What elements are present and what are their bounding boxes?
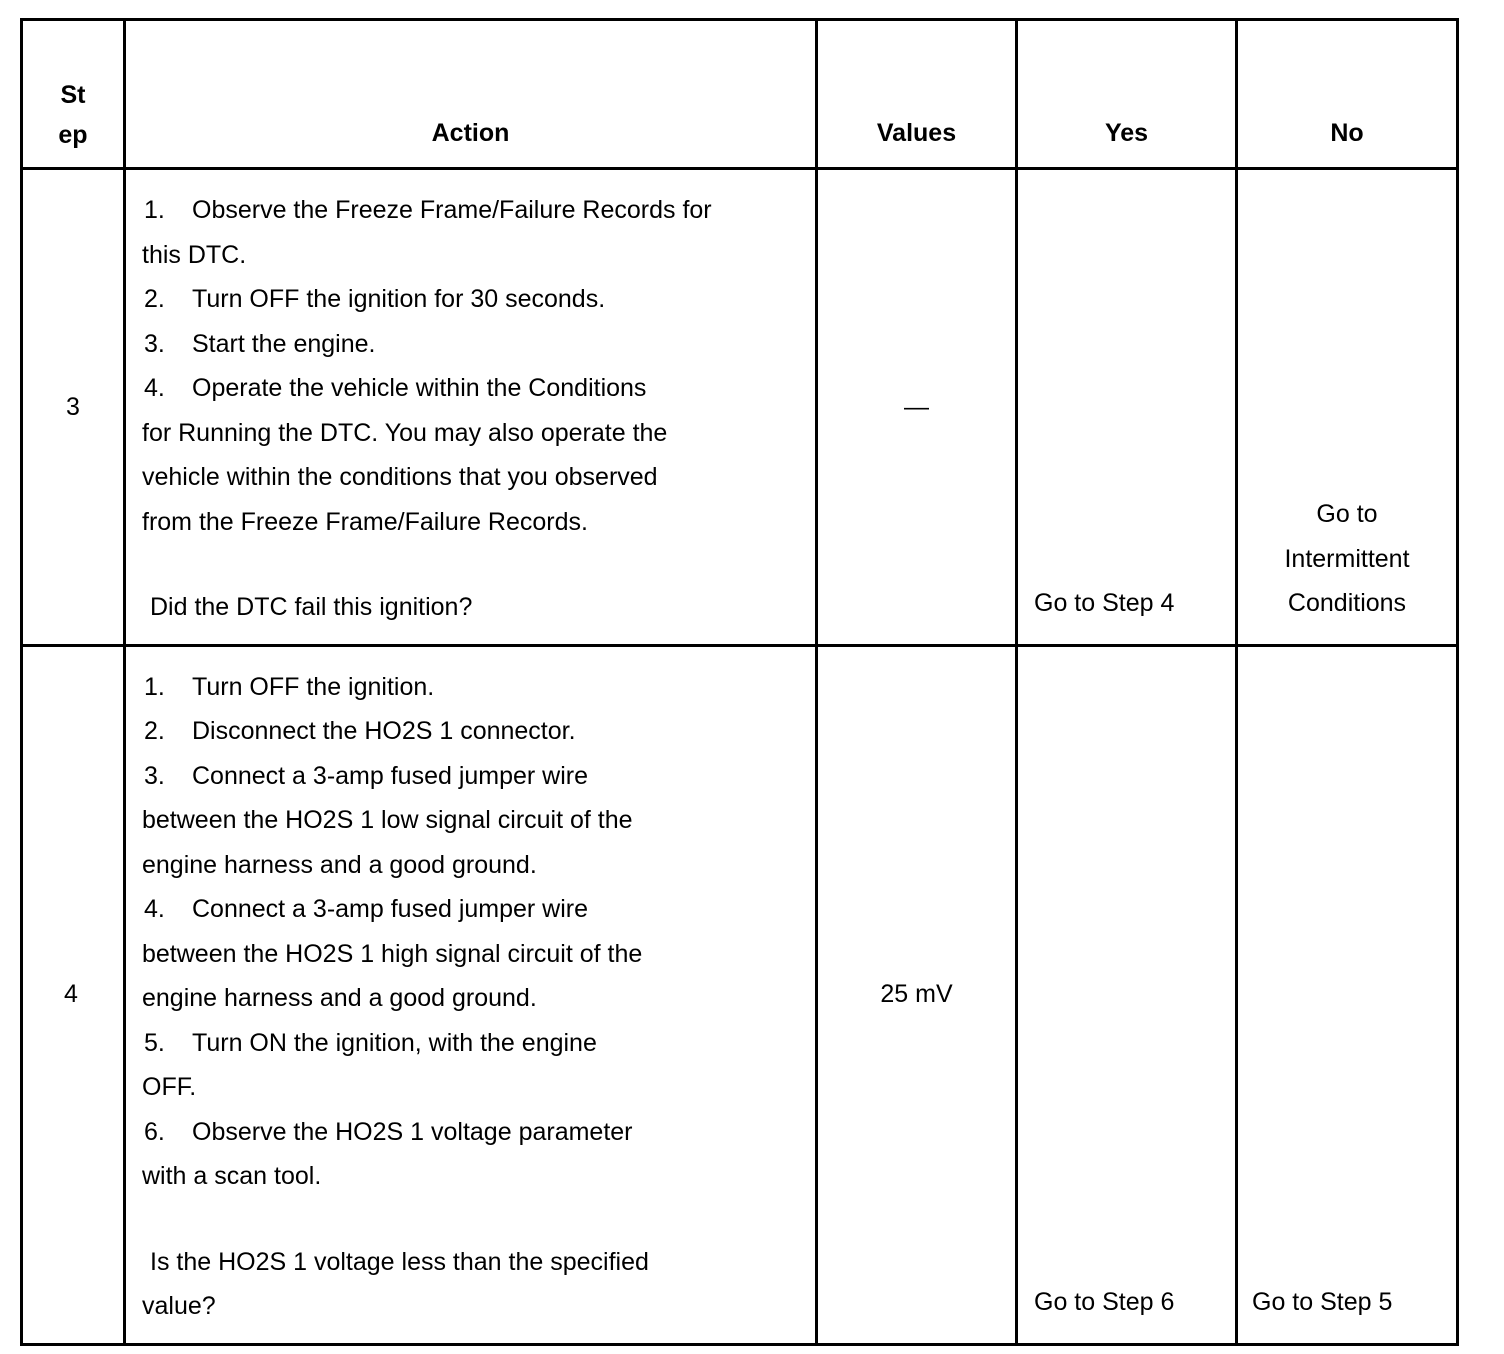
table-row bbox=[22, 645, 1458, 1344]
no-column-header bbox=[1237, 20, 1458, 169]
value-text: — bbox=[904, 392, 929, 421]
action-item bbox=[142, 709, 805, 754]
action-text: Start the engine. bbox=[192, 329, 376, 358]
table-row bbox=[22, 169, 1458, 646]
step-header-line1: St bbox=[60, 81, 86, 109]
step-number-cell bbox=[22, 169, 125, 646]
action-continuation: vehicle within the conditions that you observed bbox=[142, 463, 658, 491]
action-cell bbox=[125, 169, 817, 646]
step-number: 3 bbox=[66, 392, 80, 421]
action-number: 2. bbox=[144, 717, 165, 745]
action-text: Connect a 3-amp fused jumper wire bbox=[192, 761, 589, 790]
no-header-label: No bbox=[1330, 118, 1364, 147]
action-number: 1. bbox=[144, 196, 165, 224]
action-continuation: between the HO2S 1 low signal circuit of the bbox=[142, 806, 633, 834]
no-text-line: Intermittent bbox=[1284, 544, 1410, 573]
no-text: Go to Step 5 bbox=[1252, 1288, 1393, 1316]
no-text-line: Conditions bbox=[1287, 589, 1407, 617]
yes-cell bbox=[1017, 645, 1237, 1344]
action-number: 3. bbox=[144, 329, 165, 358]
step-column-header bbox=[22, 20, 125, 169]
action-text: Connect a 3-amp fused jumper wire bbox=[192, 895, 589, 923]
action-continuation: between the HO2S 1 high signal circuit of the bbox=[142, 939, 643, 968]
action-number: 3. bbox=[144, 761, 165, 790]
action-item bbox=[142, 754, 805, 799]
action-continuation: engine harness and a good ground. bbox=[142, 984, 537, 1012]
values-column-header bbox=[817, 20, 1017, 169]
action-text: Observe the HO2S 1 voltage parameter bbox=[192, 1117, 633, 1146]
step-number: 4 bbox=[64, 980, 78, 1009]
action-text: Turn OFF the ignition. bbox=[192, 672, 435, 701]
yes-column-header bbox=[1017, 20, 1237, 169]
no-cell bbox=[1237, 645, 1458, 1344]
action-number: 2. bbox=[144, 285, 165, 313]
spacer bbox=[142, 1199, 805, 1240]
action-question: Is the HO2S 1 voltage less than the specified bbox=[150, 1247, 649, 1276]
yes-cell bbox=[1017, 169, 1237, 646]
action-continuation: for Running the DTC. You may also operate the bbox=[142, 418, 668, 447]
action-continuation: OFF. bbox=[142, 1073, 197, 1101]
action-item bbox=[142, 188, 805, 233]
yes-header-label: Yes bbox=[1104, 118, 1149, 147]
action-text: Turn ON the ignition, with the engine bbox=[192, 1028, 597, 1057]
action-item bbox=[142, 1110, 805, 1155]
no-text-line: Go to bbox=[1316, 500, 1378, 528]
step-header-line2: ep bbox=[58, 121, 88, 149]
action-text: Disconnect the HO2S 1 connector. bbox=[192, 717, 576, 745]
action-continuation: engine harness and a good ground. bbox=[142, 850, 537, 879]
action-cell bbox=[125, 645, 817, 1344]
action-number: 6. bbox=[144, 1117, 165, 1146]
action-number: 1. bbox=[144, 672, 165, 701]
value-text: 25 mV bbox=[880, 980, 953, 1009]
header-row bbox=[22, 20, 1458, 169]
action-item bbox=[142, 665, 805, 710]
action-number: 4. bbox=[144, 895, 165, 923]
action-number: 4. bbox=[144, 374, 165, 402]
spacer bbox=[142, 544, 805, 585]
action-question: Did the DTC fail this ignition? bbox=[150, 593, 473, 621]
action-text: Turn OFF the ignition for 30 seconds. bbox=[192, 285, 606, 313]
action-question-continuation: value? bbox=[142, 1292, 216, 1320]
action-item bbox=[142, 277, 805, 322]
action-number: 5. bbox=[144, 1028, 165, 1057]
action-item bbox=[142, 366, 805, 411]
yes-text: Go to Step 6 bbox=[1034, 1288, 1175, 1316]
values-header-label: Values bbox=[876, 118, 957, 147]
step-number-cell bbox=[22, 645, 125, 1344]
action-continuation: with a scan tool. bbox=[142, 1162, 322, 1190]
action-text: Observe the Freeze Frame/Failure Records for bbox=[192, 196, 712, 224]
yes-text: Go to Step 4 bbox=[1034, 589, 1175, 617]
action-item bbox=[142, 322, 805, 367]
no-text bbox=[1238, 492, 1456, 644]
action-item bbox=[142, 1021, 805, 1066]
action-column-header bbox=[125, 20, 817, 169]
action-item bbox=[142, 887, 805, 932]
action-text: Operate the vehicle within the Conditions bbox=[192, 374, 647, 402]
values-cell bbox=[817, 645, 1017, 1344]
action-continuation: this DTC. bbox=[142, 240, 247, 269]
no-cell bbox=[1237, 169, 1458, 646]
action-header-label: Action bbox=[431, 118, 510, 147]
action-continuation: from the Freeze Frame/Failure Records. bbox=[142, 507, 588, 536]
values-cell bbox=[817, 169, 1017, 646]
diagnostic-table bbox=[20, 18, 1459, 1346]
